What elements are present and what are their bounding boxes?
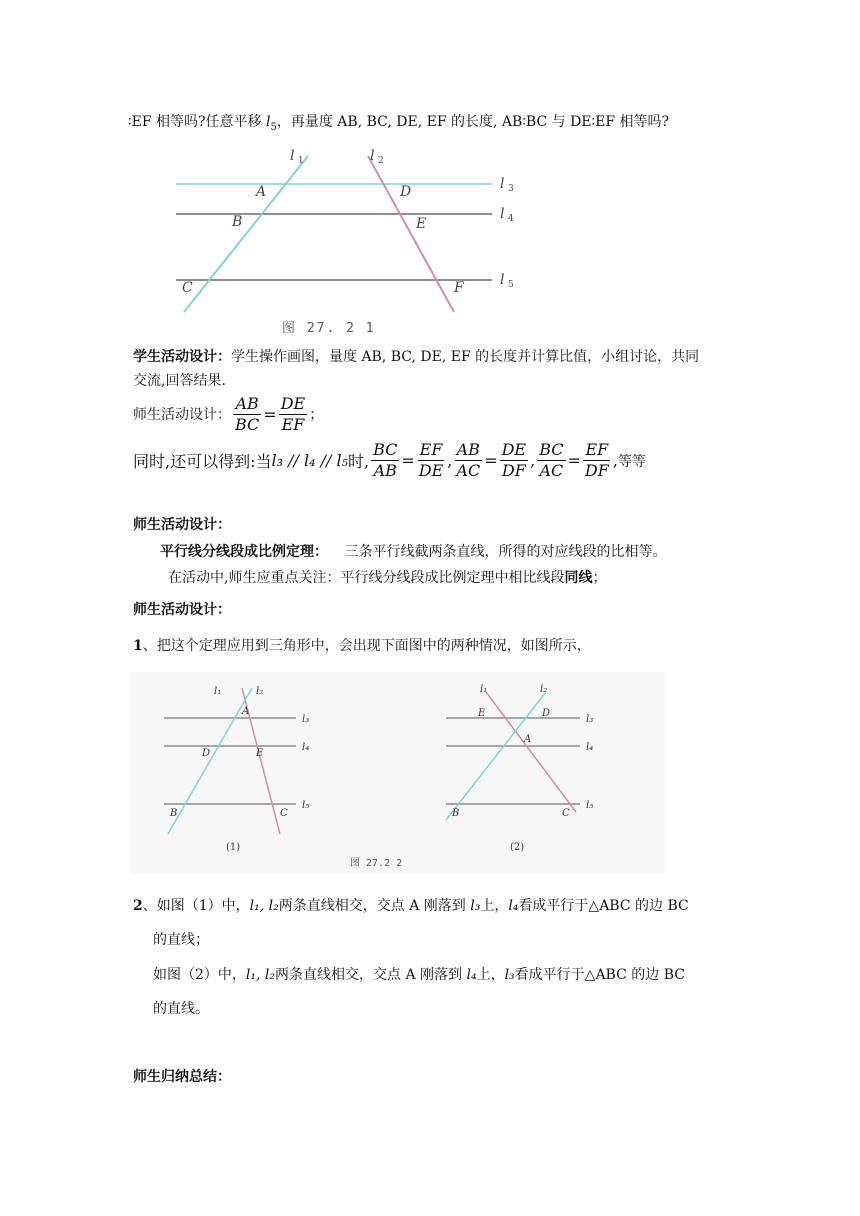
summary-heading: 师生归纳总结： <box>133 1069 231 1085</box>
focus-bold: 同线 <box>564 570 593 586</box>
left-label-E: E <box>256 748 264 759</box>
student-activity-line-1 <box>133 347 699 367</box>
fraction <box>371 440 399 481</box>
left-label-l3: l₃ <box>302 714 310 725</box>
item2-line-ref: l₃ <box>470 898 481 914</box>
right-label-A: A <box>524 734 532 745</box>
fraction <box>583 440 611 481</box>
tsa2-heading: 师生活动设计： <box>133 517 231 533</box>
left-label-A: A <box>242 706 250 717</box>
item2-line-3 <box>153 965 685 985</box>
item2-line-4 <box>153 999 209 1019</box>
intro-line <box>128 112 669 138</box>
item2-text: 上， <box>476 967 505 983</box>
right-label-l4: l₄ <box>586 742 594 753</box>
fraction-den: AB <box>373 461 397 480</box>
student-activity-line-2 <box>133 371 226 391</box>
tsa1-label: 师生活动设计： <box>133 406 231 423</box>
left-label-C: C <box>280 808 288 819</box>
left-label-l5: l₅ <box>302 800 310 811</box>
left-label-l4: l₄ <box>302 742 310 753</box>
fraction <box>417 440 446 481</box>
item1-number: 1 <box>133 638 143 654</box>
subfigure-2-label: (2) <box>510 842 525 853</box>
figure-1-caption: 图 27. 2 1 <box>282 321 376 336</box>
fraction-ab-bc <box>233 394 261 435</box>
fraction-den: DF <box>584 461 609 480</box>
fraction-den: BC <box>235 415 260 434</box>
left-label-l2: l₂ <box>256 686 264 697</box>
item2-lines: l₁, l₂ <box>249 898 279 914</box>
fraction-num: BC <box>373 440 398 459</box>
item1-line <box>133 636 591 656</box>
figure-2-caption: 图 27.2 2 <box>350 858 403 869</box>
label-l4-sub: 4 <box>508 214 514 224</box>
label-l2-sub: 2 <box>378 156 384 166</box>
fraction-num: AB <box>456 440 480 459</box>
label-C: C <box>182 280 193 296</box>
fraction-num: DE <box>501 440 527 459</box>
focus-text: 在活动中,师生应重点关注：平行线分线段成比例定理中相比线段 <box>168 570 565 586</box>
figure-27-2-1 <box>170 142 530 338</box>
item2-lines: l₁, l₂ <box>245 967 276 983</box>
item2-text: 、如图（1）中， <box>142 898 250 914</box>
equals-sign: = <box>484 451 498 470</box>
focus-tail: ； <box>592 570 607 586</box>
right-label-l5: l₅ <box>586 800 594 811</box>
theorem-line <box>160 542 666 562</box>
also-when: 时, <box>347 452 370 471</box>
right-label-l2: l₂ <box>540 684 548 695</box>
item2-text: 如图（2）中， <box>153 967 246 983</box>
item2-line-2 <box>153 930 209 950</box>
fraction-num: BC <box>539 440 564 459</box>
tsa1-line <box>133 394 323 435</box>
fraction <box>454 440 482 481</box>
right-label-l3: l₃ <box>586 714 594 725</box>
right-label-E: E <box>478 708 486 719</box>
item2-text: 上， <box>480 898 509 914</box>
fraction-den: DE <box>418 461 444 480</box>
fraction-num: EF <box>419 440 443 459</box>
left-label-B: B <box>170 808 178 819</box>
label-D: D <box>400 184 412 200</box>
item2-text: 看成平行于△ABC 的边 BC <box>514 967 685 983</box>
figure-27-2-2 <box>130 672 665 874</box>
equals-sign: = <box>263 404 277 424</box>
label-l5-sub: 5 <box>508 280 514 290</box>
student-body-2: 交流,回答结果. <box>133 373 226 389</box>
item2-line-1 <box>133 896 689 916</box>
right-label-C: C <box>562 808 570 819</box>
also-condition: l₃ // l₄ // l₅ <box>271 451 348 470</box>
focus-line <box>168 568 606 588</box>
item2-line-ref: l₃ <box>504 967 515 983</box>
right-label-l1: l₁ <box>480 684 488 695</box>
item1-text: 、把这个定理应用到三角形中，会出现下面图中的两种情况，如图所示， <box>142 638 591 654</box>
fraction-de-ef <box>279 394 308 435</box>
item2-line-ref: l₄ <box>466 967 477 983</box>
label-E: E <box>416 216 427 232</box>
equals-sign: = <box>401 451 415 470</box>
fraction-num: AB <box>235 394 259 413</box>
left-label-D: D <box>202 748 211 759</box>
tsa1-tail: ； <box>309 406 324 423</box>
student-heading: 学生活动设计： <box>133 349 231 365</box>
student-body-1: 学生操作画图，量度 AB, BC, DE, EF 的长度并计算比值，小组讨论，共同 <box>231 349 700 365</box>
item2-text: 两条直线相交，交点 A 刚落到 <box>275 967 467 983</box>
comma: , <box>530 451 536 470</box>
fraction <box>537 440 565 481</box>
label-l2: l <box>370 148 375 164</box>
comma: , <box>447 451 453 470</box>
tsa3-heading: 师生活动设计： <box>133 602 231 618</box>
item2-text: 看成平行于△ABC 的边 BC <box>518 898 689 914</box>
label-A: A <box>256 184 267 200</box>
theorem-body: 三条平行线截两条直线，所得的对应线段的比相等。 <box>344 544 667 560</box>
subfigure-1-label: (1) <box>226 842 241 853</box>
also-line <box>133 440 646 481</box>
intro-l5: l <box>265 114 271 130</box>
label-l4: l <box>500 206 505 222</box>
label-l1: l <box>290 148 295 164</box>
label-l5: l <box>500 272 505 288</box>
item2-line-ref: l₄ <box>508 898 519 914</box>
fraction-den: AC <box>539 461 564 480</box>
item2-text: 两条直线相交，交点 A 刚落到 <box>278 898 471 914</box>
label-F: F <box>454 280 464 296</box>
label-l3: l <box>500 176 505 192</box>
also-tail: 等等 <box>617 453 646 470</box>
right-label-B: B <box>452 808 460 819</box>
intro-l5-sub: 5 <box>270 121 277 133</box>
fraction-den: EF <box>281 415 305 434</box>
label-l3-sub: 3 <box>508 184 514 194</box>
equals-sign: = <box>567 451 581 470</box>
fraction-den: AC <box>456 461 481 480</box>
item2-text: 的直线。 <box>153 1001 209 1017</box>
also-lead: 同时,还可以得到:当 <box>133 452 272 471</box>
right-label-D: D <box>542 708 551 719</box>
comma: , <box>612 451 618 470</box>
fraction <box>500 440 529 481</box>
fraction-den: DF <box>501 461 526 480</box>
left-label-l1: l₁ <box>214 686 222 697</box>
label-l1-sub: 1 <box>298 156 304 166</box>
label-B: B <box>232 214 243 230</box>
item2-number: 2 <box>133 898 143 914</box>
item2-text: 的直线； <box>153 932 209 948</box>
theorem-title: 平行线分线段成比例定理： <box>160 544 328 560</box>
fraction-num: EF <box>585 440 609 459</box>
intro-text-2: ，再量度 AB, BC, DE, EF 的长度, AB∶BC 与 DE∶EF 相等吗? <box>276 114 670 130</box>
fraction-num: DE <box>280 394 306 413</box>
intro-text-1: ∶EF 相等吗?任意平移 <box>128 114 266 130</box>
